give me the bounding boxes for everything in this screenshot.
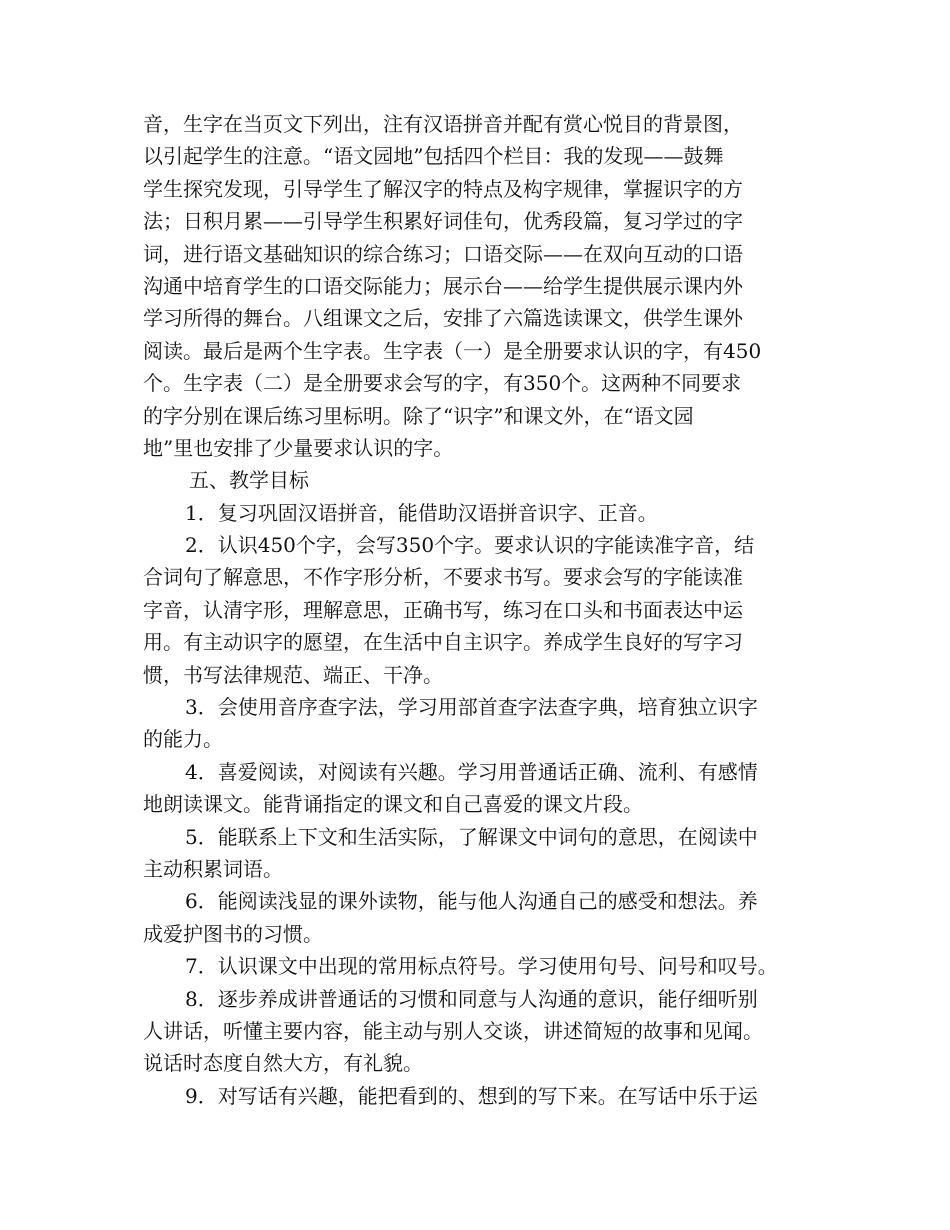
goal-item: 6．能阅读浅显的课外读物，能与他人沟通自己的感受和想法。养 bbox=[185, 889, 758, 914]
goal-item: 2．认识450个字，会写350个字。要求认识的字能读准字音，结 bbox=[185, 533, 755, 558]
text-line: 惯，书写法律规范、端正、干净。 bbox=[143, 662, 443, 687]
text-line: 人讲话，听懂主要内容，能主动与别人交谈，讲述简短的故事和见闻。 bbox=[143, 1018, 763, 1043]
text-line: 的能力。 bbox=[143, 727, 223, 752]
text-line: 法；日积月累——引导学生积累好词佳句，优秀段篇，复习学过的字 bbox=[143, 209, 743, 234]
text-line: 阅读。最后是两个生字表。生字表（一）是全册要求认识的字，有450 bbox=[143, 338, 762, 363]
text-line: 说话时态度自然大方，有礼貌。 bbox=[143, 1051, 423, 1076]
goal-item: 4．喜爱阅读，对阅读有兴趣。学习用普通话正确、流利、有感情 bbox=[185, 759, 758, 784]
text-line: 个。生字表（二）是全册要求会写的字，有350个。这两种不同要求 bbox=[143, 371, 742, 396]
text-line: 地朗读课文。能背诵指定的课文和自己喜爱的课文片段。 bbox=[143, 792, 643, 817]
goal-item: 1．复习巩固汉语拼音，能借助汉语拼音识字、正音。 bbox=[185, 500, 658, 525]
text-line: 音，生字在当页文下列出，注有汉语拼音并配有赏心悦目的背景图， bbox=[143, 112, 743, 136]
text-line: 字音，认清字形，理解意思，正确书写，练习在口头和书面表达中运 bbox=[143, 597, 743, 622]
text-line: 的字分别在课后练习里标明。除了“识字”和课文外，在“语文园 bbox=[143, 403, 694, 428]
text-line: 用。有主动识字的愿望，在生活中自主识字。养成学生良好的写字习 bbox=[143, 630, 743, 655]
text-line: 沟通中培育学生的口语交际能力；展示台——给学生提供展示课内外 bbox=[143, 273, 743, 298]
text-line: 以引起学生的注意。“语文园地”包括四个栏目：我的发现——鼓舞 bbox=[143, 144, 724, 169]
text-line: 词，进行语文基础知识的综合练习；口语交际——在双向互动的口语 bbox=[143, 241, 743, 266]
text-line: 主动积累词语。 bbox=[143, 856, 283, 881]
document-body bbox=[143, 108, 823, 1112]
goal-item: 9．对写话有兴趣，能把看到的、想到的写下来。在写话中乐于运 bbox=[185, 1083, 758, 1108]
text-line: 合词句了解意思，不作字形分析，不要求书写。要求会写的字能读准 bbox=[143, 565, 743, 590]
goal-item: 3．会使用音序查字法，学习用部首查字法查字典，培育独立识字 bbox=[185, 695, 758, 720]
text-line: 学习所得的舞台。八组课文之后，安排了六篇选读课文，供学生课外 bbox=[143, 306, 743, 331]
text-line: 学生探究发现，引导学生了解汉字的特点及构字规律，掌握识字的方 bbox=[143, 176, 743, 201]
text-line: 成爱护图书的习惯。 bbox=[143, 921, 323, 946]
section-heading: 五、教学目标 bbox=[189, 468, 309, 493]
text-line: 地”里也安排了少量要求认识的字。 bbox=[143, 435, 454, 460]
goal-item: 5．能联系上下文和生活实际，了解课文中词句的意思，在阅读中 bbox=[185, 824, 758, 849]
goal-item: 8．逐步养成讲普通话的习惯和同意与人沟通的意识，能仔细听别 bbox=[185, 986, 758, 1011]
goal-item: 7．认识课文中出现的常用标点符号。学习使用句号、问号和叹号。 bbox=[185, 954, 778, 979]
